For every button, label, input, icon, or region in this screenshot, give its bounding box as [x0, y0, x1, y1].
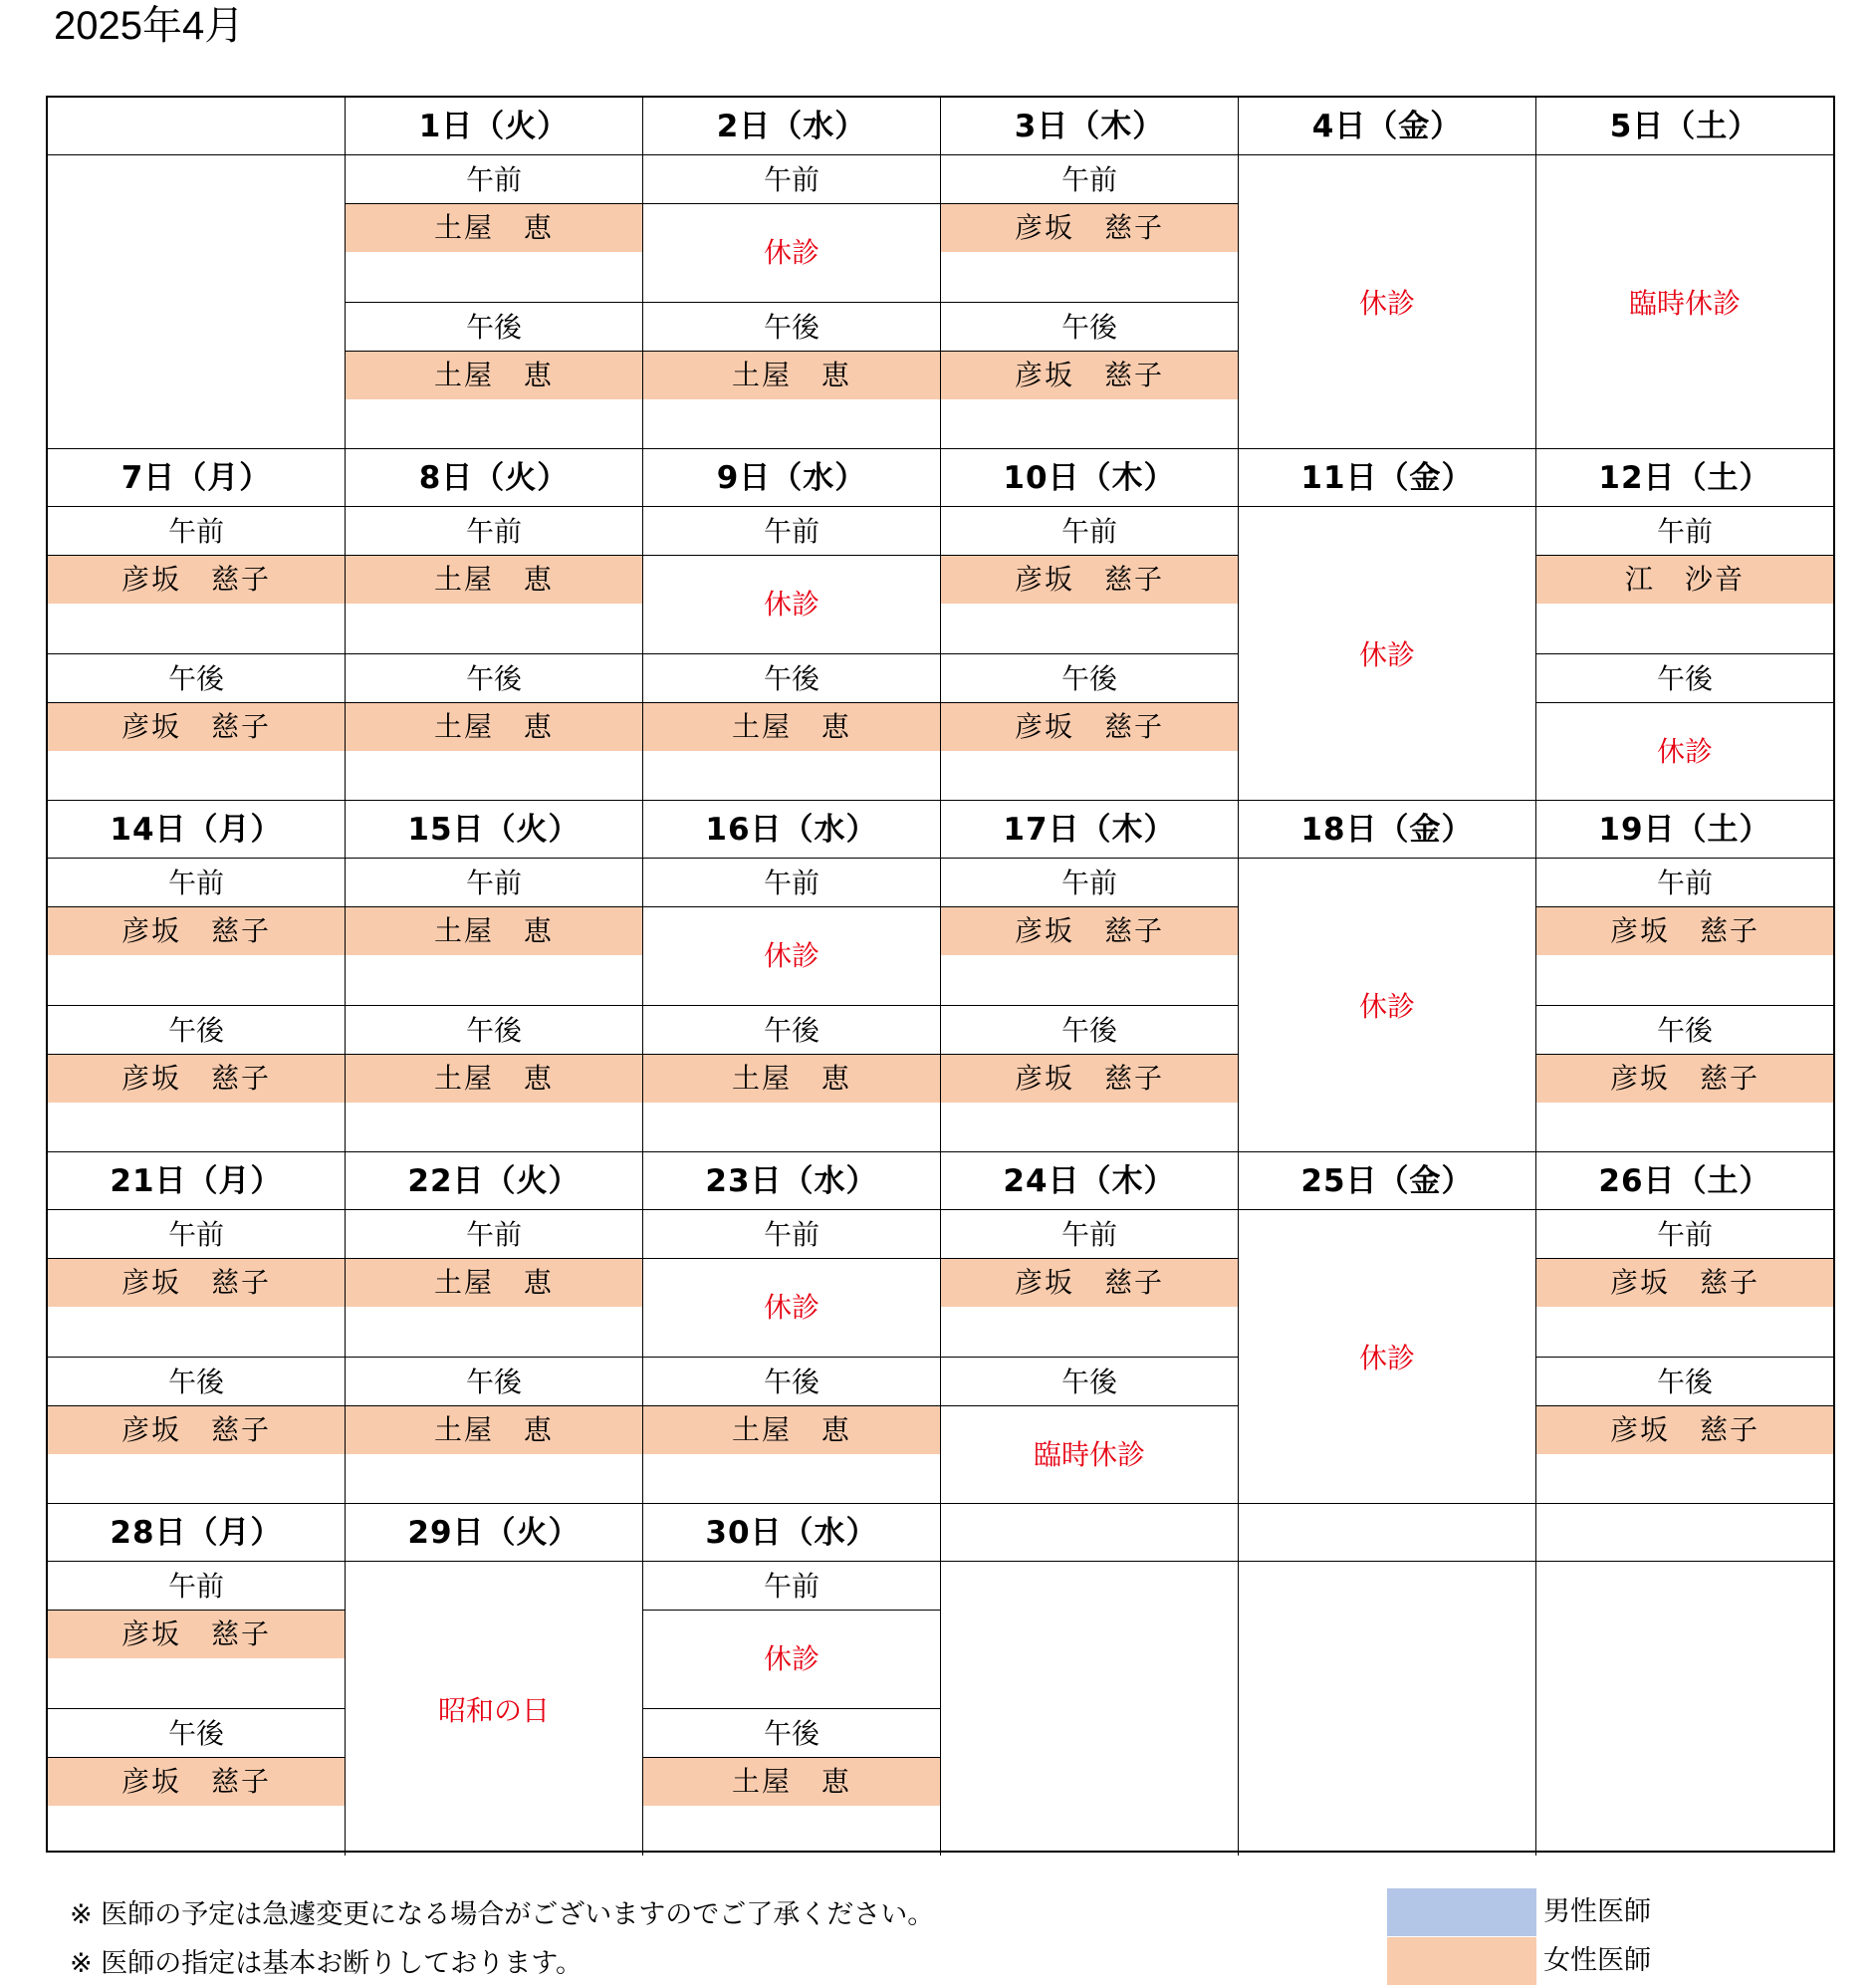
day-header: 8日（火）: [346, 449, 643, 507]
session-pm: [941, 1357, 1238, 1504]
session-label-pm: 午後: [346, 1358, 642, 1406]
doctor-name: 彦坂 慈子: [941, 1259, 1238, 1307]
doctor-name: 彦坂 慈子: [1536, 1055, 1833, 1103]
session-label-pm: 午後: [1536, 1358, 1833, 1406]
doctor-name: 土屋 恵: [643, 352, 940, 399]
session-pm: [643, 653, 940, 801]
day-cell: [1536, 859, 1833, 1152]
session-label-pm: 午後: [941, 303, 1238, 352]
day-cell: [48, 1210, 346, 1504]
doctor-name: 土屋 恵: [346, 703, 642, 751]
session-label-am: 午前: [643, 1562, 940, 1611]
day-header: 22日（火）: [346, 1152, 643, 1210]
doctor-name: 彦坂 慈子: [48, 907, 345, 955]
day-header: 29日（火）: [346, 1504, 643, 1562]
session-label-am: 午前: [346, 1210, 642, 1259]
doctor-name: 土屋 恵: [643, 703, 940, 751]
day-cell: [346, 1210, 643, 1504]
day-header: [1239, 1504, 1536, 1562]
day-header: 15日（火）: [346, 801, 643, 859]
calendar-title: 2025年4月: [54, 4, 245, 48]
session-label-pm: 午後: [346, 1006, 642, 1055]
session-label-pm: 午後: [643, 1358, 940, 1406]
doctor-name: 土屋 恵: [346, 1406, 642, 1454]
doctor-name: 土屋 恵: [346, 907, 642, 955]
day-header: 3日（木）: [941, 98, 1239, 155]
session-am: [643, 507, 940, 653]
closed-notice: 休診: [1358, 1342, 1415, 1374]
schedule-calendar: [46, 96, 1835, 1853]
session-label-pm: 午後: [346, 654, 642, 703]
day-header: 19日（土）: [1536, 801, 1833, 859]
doctor-name: 土屋 恵: [346, 1259, 642, 1307]
notice-schedule-change: ※ 医師の予定は急遽変更になる場合がございますのでご了承ください。: [70, 1899, 935, 1930]
doctor-name: 土屋 恵: [346, 556, 642, 604]
session-pm: [643, 1357, 940, 1504]
day-header: 21日（月）: [48, 1152, 346, 1210]
session-pm: [643, 1708, 940, 1856]
session-pm: [1536, 1005, 1833, 1152]
day-cell: [48, 507, 346, 801]
session-label-am: 午前: [1536, 1210, 1833, 1259]
session-closed: 休診: [763, 1291, 819, 1324]
session-am: [643, 1210, 940, 1357]
day-header: 7日（月）: [48, 449, 346, 507]
day-header: 4日（金）: [1239, 98, 1536, 155]
closed-notice: 休診: [1358, 638, 1415, 671]
session-pm: [48, 1708, 345, 1856]
session-label-pm: 午後: [941, 1358, 1238, 1406]
session-closed: 休診: [763, 236, 819, 269]
day-cell: [941, 1210, 1239, 1504]
day-cell: [941, 155, 1239, 449]
doctor-name: 彦坂 慈子: [48, 556, 345, 604]
day-cell: [1239, 507, 1536, 801]
session-pm: [1536, 1357, 1833, 1504]
session-label-pm: 午後: [48, 1709, 345, 1758]
session-label-am: 午前: [346, 859, 642, 907]
session-label-am: 午前: [48, 1562, 345, 1611]
session-am: [346, 859, 642, 1005]
day-cell: [643, 507, 941, 801]
day-header: [1536, 1504, 1833, 1562]
day-header: 30日（水）: [643, 1504, 941, 1562]
day-cell: [1536, 1562, 1833, 1856]
session-closed: 休診: [763, 1642, 819, 1675]
day-header: 2日（水）: [643, 98, 941, 155]
day-header: 1日（火）: [346, 98, 643, 155]
day-header: 10日（木）: [941, 449, 1239, 507]
session-pm: [346, 653, 642, 801]
session-pm: [48, 1357, 345, 1504]
day-header: [941, 1504, 1239, 1562]
doctor-name: 彦坂 慈子: [48, 1259, 345, 1307]
legend-male-swatch: [1387, 1888, 1536, 1936]
session-am: [48, 1562, 345, 1708]
day-header: 25日（金）: [1239, 1152, 1536, 1210]
session-label-am: 午前: [1536, 507, 1833, 556]
session-label-am: 午前: [941, 1210, 1238, 1259]
day-cell: [1536, 155, 1833, 449]
session-pm: [346, 1357, 642, 1504]
session-pm: [346, 302, 642, 449]
session-closed: 臨時休診: [1033, 1438, 1145, 1471]
closed-notice: 休診: [1358, 990, 1415, 1023]
session-label-am: 午前: [643, 155, 940, 204]
session-am: [48, 1210, 345, 1357]
day-header: 28日（月）: [48, 1504, 346, 1562]
doctor-name: 彦坂 慈子: [48, 1406, 345, 1454]
session-am: [643, 1562, 940, 1708]
session-pm: [941, 653, 1238, 801]
session-am: [48, 859, 345, 1005]
doctor-name: 土屋 恵: [643, 1758, 940, 1806]
session-am: [1536, 1210, 1833, 1357]
day-header: 17日（木）: [941, 801, 1239, 859]
doctor-name: 土屋 恵: [643, 1406, 940, 1454]
session-am: [346, 155, 642, 302]
day-cell: [941, 1562, 1239, 1856]
session-label-am: 午前: [941, 507, 1238, 556]
session-pm: [346, 1005, 642, 1152]
day-cell: [48, 155, 346, 449]
session-pm: [48, 1005, 345, 1152]
session-label-pm: 午後: [643, 654, 940, 703]
doctor-name: 彦坂 慈子: [941, 352, 1238, 399]
day-cell: [643, 1562, 941, 1856]
day-cell: [1239, 1562, 1536, 1856]
day-cell: [346, 859, 643, 1152]
session-label-pm: 午後: [346, 303, 642, 352]
day-header: 18日（金）: [1239, 801, 1536, 859]
session-closed: 休診: [763, 588, 819, 621]
day-cell: [346, 155, 643, 449]
session-label-pm: 午後: [48, 654, 345, 703]
day-header: 26日（土）: [1536, 1152, 1833, 1210]
session-label-pm: 午後: [48, 1006, 345, 1055]
doctor-name: 彦坂 慈子: [48, 1758, 345, 1806]
session-am: [1536, 859, 1833, 1005]
doctor-name: 彦坂 慈子: [941, 907, 1238, 955]
session-am: [941, 155, 1238, 302]
legend-male-label: 男性医師: [1543, 1896, 1651, 1927]
doctor-name: 彦坂 慈子: [48, 703, 345, 751]
session-pm: [643, 1005, 940, 1152]
session-pm: [941, 1005, 1238, 1152]
session-closed: 休診: [1656, 735, 1713, 768]
session-label-pm: 午後: [941, 1006, 1238, 1055]
doctor-name: 土屋 恵: [346, 352, 642, 399]
day-header: 12日（土）: [1536, 449, 1833, 507]
doctor-name: 彦坂 慈子: [941, 703, 1238, 751]
day-cell: [941, 507, 1239, 801]
doctor-name: 彦坂 慈子: [1536, 1406, 1833, 1454]
doctor-name: 彦坂 慈子: [1536, 907, 1833, 955]
session-label-pm: 午後: [1536, 1006, 1833, 1055]
session-am: [941, 507, 1238, 653]
day-cell: [346, 1562, 643, 1856]
day-cell: [48, 859, 346, 1152]
doctor-name: 彦坂 慈子: [48, 1611, 345, 1658]
session-am: [643, 155, 940, 302]
legend-female-label: 女性医師: [1543, 1945, 1651, 1976]
doctor-name: 彦坂 慈子: [941, 1055, 1238, 1103]
day-header: 24日（木）: [941, 1152, 1239, 1210]
day-header: 11日（金）: [1239, 449, 1536, 507]
session-label-am: 午前: [941, 859, 1238, 907]
doctor-name: 土屋 恵: [346, 204, 642, 252]
day-cell: [1536, 1210, 1833, 1504]
session-am: [48, 507, 345, 653]
session-am: [941, 1210, 1238, 1357]
day-cell: [1239, 155, 1536, 449]
day-cell: [643, 155, 941, 449]
day-header: 14日（月）: [48, 801, 346, 859]
notice-doctor-designation: ※ 医師の指定は基本お断りしております。: [70, 1948, 584, 1979]
day-cell: [643, 1210, 941, 1504]
closed-notice: 臨時休診: [1628, 287, 1741, 320]
session-am: [643, 859, 940, 1005]
session-label-am: 午前: [48, 507, 345, 556]
legend-female-swatch: [1387, 1937, 1536, 1985]
session-label-pm: 午後: [643, 1006, 940, 1055]
session-label-pm: 午後: [643, 303, 940, 352]
doctor-name: 彦坂 慈子: [48, 1055, 345, 1103]
session-am: [941, 859, 1238, 1005]
session-label-pm: 午後: [1536, 654, 1833, 703]
doctor-name: 土屋 恵: [346, 1055, 642, 1103]
session-label-am: 午前: [48, 1210, 345, 1259]
session-label-am: 午前: [1536, 859, 1833, 907]
session-closed: 休診: [763, 939, 819, 972]
day-cell: [48, 1562, 346, 1856]
doctor-name: 彦坂 慈子: [941, 556, 1238, 604]
session-label-am: 午前: [346, 155, 642, 204]
session-pm: [941, 302, 1238, 449]
day-cell: [1239, 1210, 1536, 1504]
session-label-am: 午前: [643, 859, 940, 907]
day-header: 23日（水）: [643, 1152, 941, 1210]
closed-notice: 休診: [1358, 287, 1415, 320]
session-label-am: 午前: [941, 155, 1238, 204]
session-label-am: 午前: [643, 1210, 940, 1259]
day-cell: [1536, 507, 1833, 801]
session-label-am: 午前: [346, 507, 642, 556]
day-cell: [643, 859, 941, 1152]
session-label-pm: 午後: [48, 1358, 345, 1406]
day-cell: [941, 859, 1239, 1152]
day-header: 16日（水）: [643, 801, 941, 859]
day-cell: [1239, 859, 1536, 1152]
session-label-pm: 午後: [941, 654, 1238, 703]
session-pm: [1536, 653, 1833, 801]
day-header: [48, 98, 346, 155]
day-cell: [346, 507, 643, 801]
doctor-name: 彦坂 慈子: [941, 204, 1238, 252]
session-am: [346, 507, 642, 653]
doctor-name: 土屋 恵: [643, 1055, 940, 1103]
closed-notice: 昭和の日: [437, 1693, 550, 1727]
session-label-am: 午前: [48, 859, 345, 907]
day-header: 9日（水）: [643, 449, 941, 507]
doctor-name: 彦坂 慈子: [1536, 1259, 1833, 1307]
session-am: [1536, 507, 1833, 653]
session-pm: [643, 302, 940, 449]
day-header: 5日（土）: [1536, 98, 1833, 155]
doctor-name: 江 沙音: [1536, 556, 1833, 604]
session-am: [346, 1210, 642, 1357]
session-label-am: 午前: [643, 507, 940, 556]
session-label-pm: 午後: [643, 1709, 940, 1758]
session-pm: [48, 653, 345, 801]
